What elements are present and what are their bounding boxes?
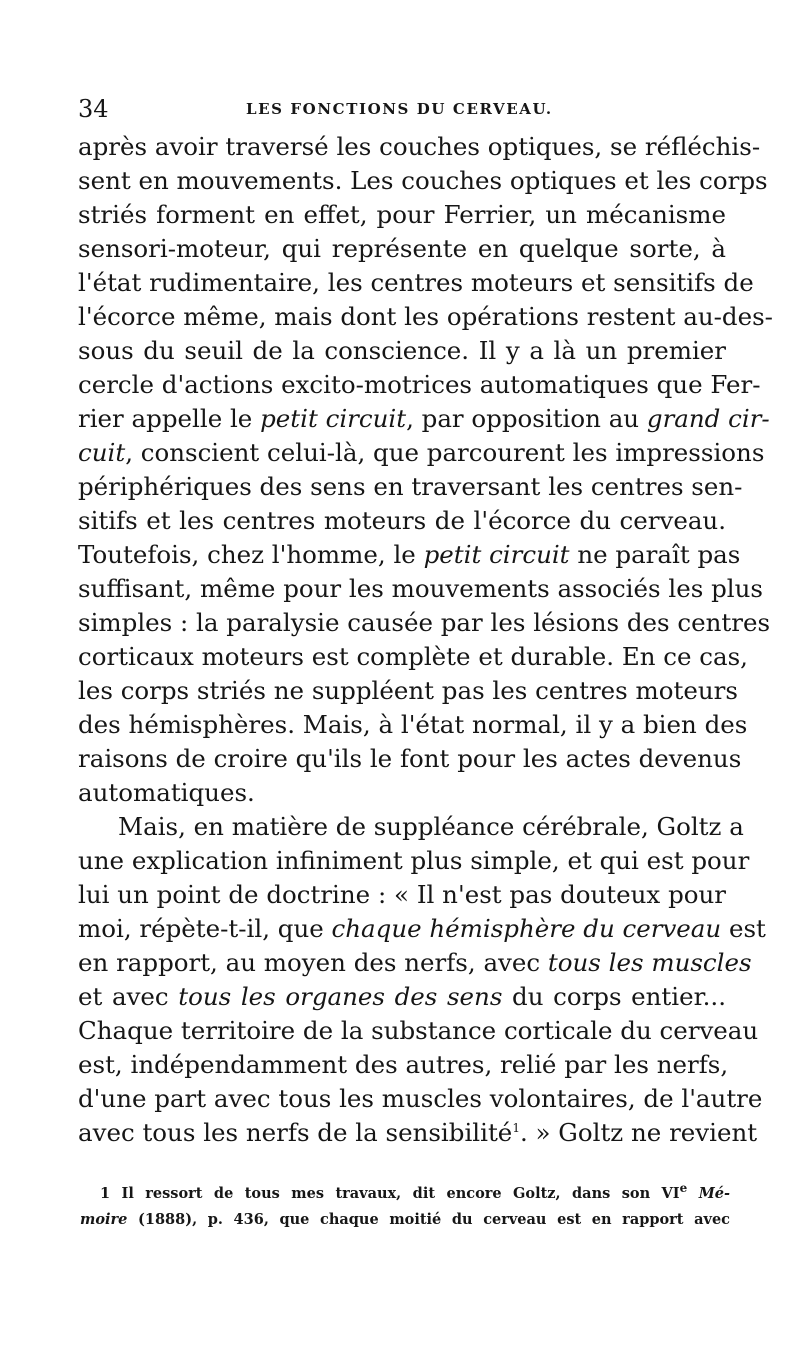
body-text xyxy=(78,130,773,1150)
text-line: après avoir traversé les couches optiques, se réfléchis- xyxy=(78,132,761,161)
text-line: sensori-moteur, qui représente en quelque sorte, à xyxy=(78,234,726,263)
text-line: sous du seuil de la conscience. Il y a là un premier xyxy=(78,336,726,365)
text-line: d'une part avec tous les muscles volontaires, de l'autre xyxy=(78,1084,763,1113)
text-line: cercle d'actions excito-motrices automatiques que Fer- xyxy=(78,370,761,399)
text-line: des hémisphères. Mais, à l'état normal, il y a bien des xyxy=(78,710,748,739)
text-line: et avec tous les organes des sens du corps entier... xyxy=(78,982,726,1011)
running-head: LES FONCTIONS DU CERVEAU. xyxy=(246,100,553,118)
text-line: l'état rudimentaire, les centres moteurs et sensitifs de xyxy=(78,268,754,297)
text-line: sitifs et les centres moteurs de l'écorce du cerveau. xyxy=(78,506,726,535)
italic-term: petit circuit xyxy=(423,540,570,569)
italic-term: tous les organes des sens xyxy=(178,982,503,1011)
italic-term: tous les muscles xyxy=(547,948,752,977)
text-line: en rapport, au moyen des nerfs, avec tous les muscles xyxy=(78,948,752,977)
text-line: sent en mouvements. Les couches optiques et les corps xyxy=(78,166,768,195)
text-line: l'écorce même, mais dont les opérations restent au-des- xyxy=(78,302,773,331)
text-line: Chaque territoire de la substance corticale du cerveau xyxy=(78,1016,759,1045)
text-line: avec tous les nerfs de la sensibilité$^1$. » Goltz ne revient xyxy=(78,1118,758,1147)
text-line: automatiques. xyxy=(78,778,255,807)
text-line: périphériques des sens en traversant les centres sen- xyxy=(78,472,743,501)
footnote xyxy=(80,1181,730,1233)
italic-term: petit circuit xyxy=(260,404,407,433)
text-line: corticaux moteurs est complète et durable. En ce cas, xyxy=(78,642,748,671)
text-line: striés forment en effet, pour Ferrier, un mécanisme xyxy=(78,200,726,229)
text-line: une explication infiniment plus simple, et qui est pour xyxy=(78,846,750,875)
text-line: suffisant, même pour les mouvements associés les plus xyxy=(78,574,763,603)
italic-term: cuit xyxy=(78,438,126,467)
text-line: est, indépendamment des autres, relié par les nerfs, xyxy=(78,1050,729,1079)
text-line: raisons de croire qu'ils le font pour les actes devenus xyxy=(78,744,742,773)
text-line: les corps striés ne suppléent pas les centres moteurs xyxy=(78,676,738,705)
text-line: Toutefois, chez l'homme, le petit circuit ne paraît pas xyxy=(78,540,741,569)
footnote-line: 1 Il ressort de tous mes travaux, dit encore Goltz, dans son VIe Mé- xyxy=(100,1181,730,1202)
page-number: 34 xyxy=(78,95,109,123)
text-line: cuit, conscient celui-là, que parcourent les impressions xyxy=(78,438,765,467)
text-line: simples : la paralysie causée par les lésions des centres xyxy=(78,608,771,637)
text-line: rier appelle le petit circuit, par opposition au grand cir- xyxy=(78,404,770,433)
paragraph-start-line: Mais, en matière de suppléance cérébrale, Goltz a xyxy=(118,812,744,841)
footnote-ref: 1 xyxy=(512,1120,520,1135)
italic-term: chaque hémisphère du cerveau xyxy=(331,914,722,943)
footnote-line: moire (1888), p. 436, que chaque moitié du cerveau est en rapport avec xyxy=(80,1211,730,1228)
text-line: lui un point de doctrine : « Il n'est pas douteux pour xyxy=(78,880,726,909)
italic-term: grand cir- xyxy=(646,404,770,433)
text-line: moi, répète-t-il, que chaque hémisphère du cerveau est xyxy=(78,914,766,943)
